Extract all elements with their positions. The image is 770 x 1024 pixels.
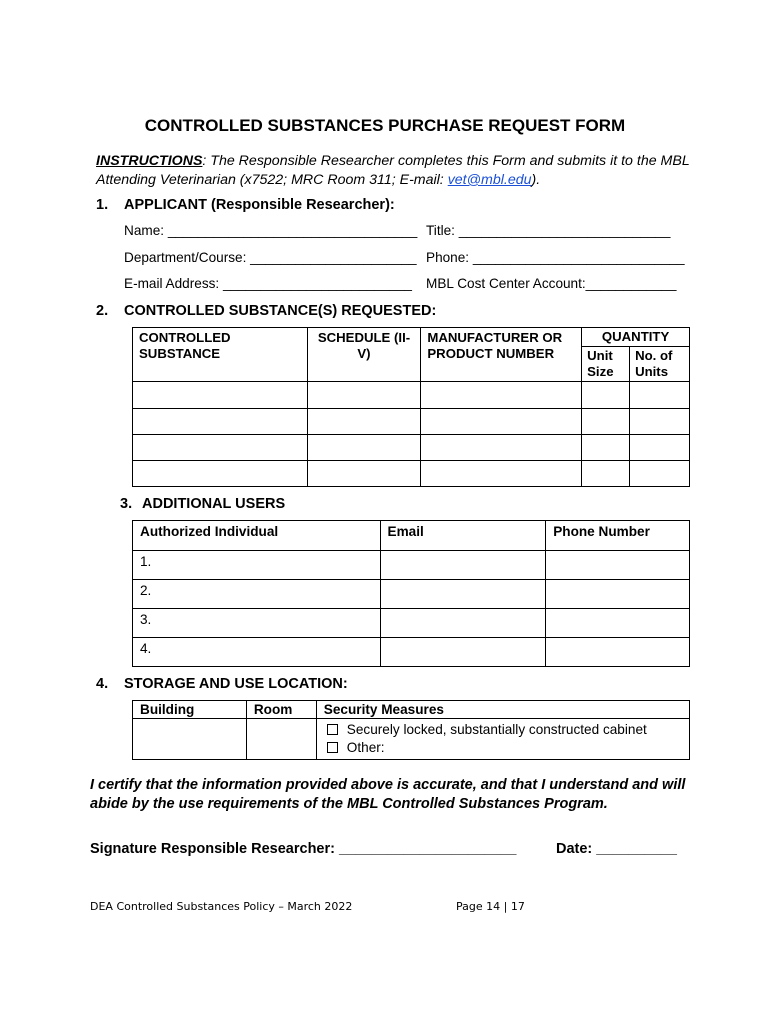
no-units-header: No. of Units [630, 347, 690, 382]
table-row [133, 382, 690, 409]
phone-number-header: Phone Number [546, 521, 690, 551]
department-field[interactable]: Department/Course: ______________________ [124, 250, 417, 265]
unit-size-cell[interactable] [582, 435, 630, 461]
table-row [133, 435, 690, 461]
storage-table [132, 700, 690, 760]
checkbox-icon[interactable] [327, 724, 338, 735]
table-row [133, 461, 690, 487]
checkbox-icon[interactable] [327, 742, 338, 753]
footer-policy: DEA Controlled Substances Policy – March 2022 [90, 900, 353, 913]
section-2-heading: 2. CONTROLLED SUBSTANCE(S) REQUESTED: [96, 303, 437, 319]
room-cell[interactable] [246, 719, 316, 760]
schedule-header: SCHEDULE (II-V) [307, 328, 421, 382]
manufacturer-cell[interactable] [421, 382, 582, 409]
manufacturer-header: MANUFACTURER OR PRODUCT NUMBER [421, 328, 582, 382]
certification-statement: I certify that the information provided above is accurate, and that I understand and will abide by the use requirements of the MBL Controlled Substances Program. [90, 777, 686, 812]
unit-size-cell[interactable] [582, 382, 630, 409]
title-field[interactable]: Title: ____________________________ [426, 223, 671, 238]
table-row [133, 580, 690, 609]
option-locked-cabinet[interactable]: Securely locked, substantially constructed cabinet [327, 721, 679, 739]
email-header: Email [380, 521, 546, 551]
manufacturer-cell[interactable] [421, 409, 582, 435]
instructions [96, 152, 696, 190]
substance-cell[interactable] [133, 461, 308, 487]
email-cell[interactable] [380, 609, 546, 638]
email-cell[interactable] [380, 551, 546, 580]
instructions-end: ). [531, 172, 541, 188]
substance-cell[interactable] [133, 435, 308, 461]
phone-cell[interactable] [546, 609, 690, 638]
individual-cell[interactable]: 2. [133, 580, 381, 609]
building-header: Building [133, 701, 247, 719]
quantity-header: QUANTITY [582, 328, 690, 347]
individual-cell[interactable]: 1. [133, 551, 381, 580]
security-options [316, 719, 689, 760]
date-line[interactable]: Date: __________ [556, 841, 677, 857]
phone-field[interactable]: Phone: ____________________________ [426, 250, 685, 265]
individual-cell[interactable]: 3. [133, 609, 381, 638]
section-4-heading: 4. STORAGE AND USE LOCATION: [96, 676, 348, 692]
vet-email-link[interactable]: vet@mbl.edu [447, 172, 532, 188]
schedule-cell[interactable] [307, 382, 421, 409]
unit-size-cell[interactable] [582, 409, 630, 435]
section-1-heading: 1. APPLICANT (Responsible Researcher): [96, 197, 395, 213]
instructions-label: INSTRUCTIONS [96, 153, 203, 169]
option-other[interactable]: Other: [327, 739, 679, 757]
name-field[interactable]: Name: _________________________________ [124, 223, 418, 238]
table-row [133, 638, 690, 667]
section-3-heading: 3. ADDITIONAL USERS [120, 496, 286, 512]
email-cell[interactable] [380, 580, 546, 609]
email-address-field[interactable]: E-mail Address: _________________________ [124, 276, 412, 291]
substances-table [132, 327, 690, 487]
schedule-cell[interactable] [307, 435, 421, 461]
substance-cell[interactable] [133, 382, 308, 409]
table-row [133, 409, 690, 435]
no-units-cell[interactable] [630, 461, 690, 487]
table-row [133, 609, 690, 638]
individual-header: Authorized Individual [133, 521, 381, 551]
security-header: Security Measures [316, 701, 689, 719]
schedule-cell[interactable] [307, 409, 421, 435]
room-header: Room [246, 701, 316, 719]
schedule-cell[interactable] [307, 461, 421, 487]
individual-cell[interactable]: 4. [133, 638, 381, 667]
no-units-cell[interactable] [630, 382, 690, 409]
signature-line[interactable]: Signature Responsible Researcher: ______________________ [90, 841, 517, 857]
unit-size-cell[interactable] [582, 461, 630, 487]
footer-page-number: Page 14 | 17 [456, 900, 525, 913]
form-title: CONTROLLED SUBSTANCES PURCHASE REQUEST FORM [144, 116, 626, 135]
email-cell[interactable] [380, 638, 546, 667]
phone-cell[interactable] [546, 580, 690, 609]
no-units-cell[interactable] [630, 435, 690, 461]
unit-size-header: Unit Size [582, 347, 630, 382]
phone-cell[interactable] [546, 551, 690, 580]
instructions-text: : The Responsible Researcher completes this Form and submits it to the MBL Attending Veterinarian (x7522; MRC Room 311; E-mail: [96, 153, 690, 188]
substance-cell[interactable] [133, 409, 308, 435]
manufacturer-cell[interactable] [421, 435, 582, 461]
additional-users-table [132, 520, 690, 667]
table-row [133, 551, 690, 580]
phone-cell[interactable] [546, 638, 690, 667]
no-units-cell[interactable] [630, 409, 690, 435]
manufacturer-cell[interactable] [421, 461, 582, 487]
building-cell[interactable] [133, 719, 247, 760]
substance-header: CONTROLLED SUBSTANCE [133, 328, 308, 382]
cost-center-field[interactable]: MBL Cost Center Account:____________ [426, 276, 677, 291]
